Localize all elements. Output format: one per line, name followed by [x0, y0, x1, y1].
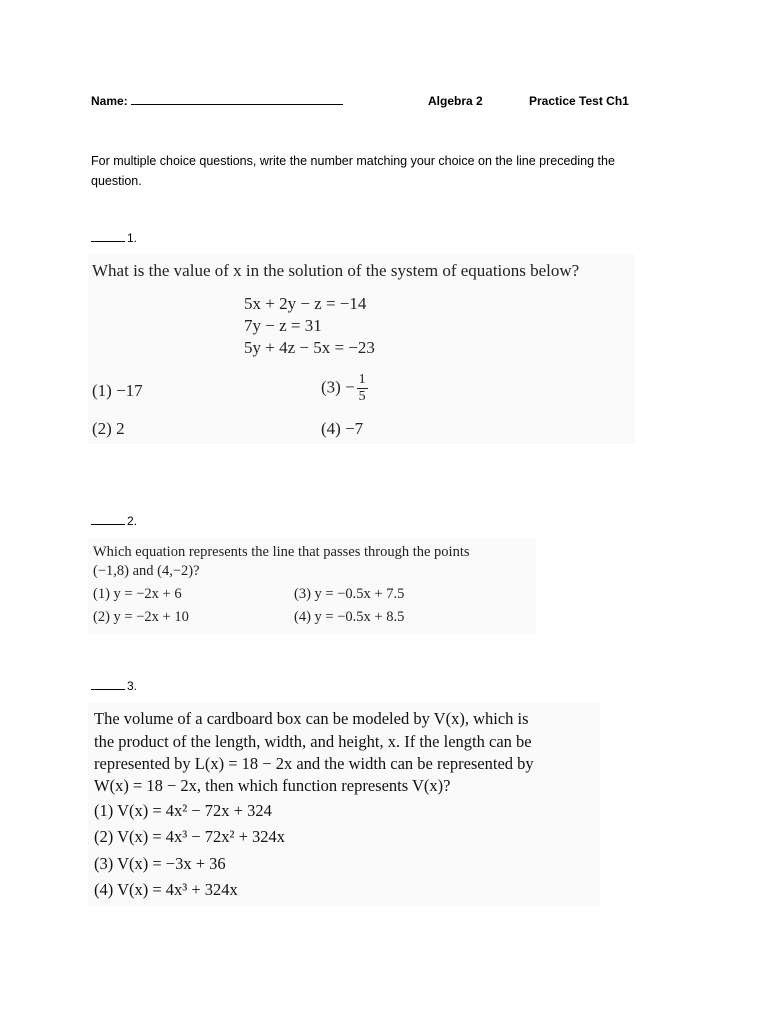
question-1-equation-3: 5y + 4z − 5x = −23	[244, 338, 375, 357]
question-3-number: 3.	[91, 679, 137, 693]
question-3-option-1: (1) V(x) = 4x² − 72x + 324	[94, 801, 272, 820]
answer-blank-1[interactable]	[91, 231, 125, 242]
instructions-line-2: question.	[91, 174, 142, 188]
fraction: $\frac{1}{5}$	[358, 372, 366, 404]
question-3-prompt-line-1: The volume of a cardboard box can be modeled by V(x), which is	[94, 709, 529, 728]
question-3-option-2: (2) V(x) = 4x³ − 72x² + 324x	[94, 827, 286, 846]
instructions-line-1: For multiple choice questions, write the number matching your choice on the line preceding the	[91, 154, 615, 168]
name-label: Name:	[91, 94, 128, 108]
question-3-prompt-line-3: represented by L(x) = 18 − 2x and the width can be represented by	[94, 754, 534, 773]
question-3-option-4: (4) V(x) = 4x³ + 324x	[94, 880, 238, 899]
instructions	[91, 151, 651, 191]
question-3-prompt-line-2: the product of the length, width, and height, x. If the length can be	[94, 732, 532, 751]
question-1-equation-1: 5x + 2y − z = −14	[244, 294, 367, 313]
question-2-block	[88, 538, 536, 634]
question-2-option-3: (3) y = −0.5x + 7.5	[294, 586, 405, 602]
question-1-equation-2: 7y − z = 31	[244, 316, 322, 335]
question-1-number: 1.	[91, 231, 137, 245]
question-1-option-2: (2) 2	[92, 419, 125, 438]
question-1-option-1: (1) −17	[92, 381, 143, 400]
answer-blank-3[interactable]	[91, 679, 125, 690]
question-2-option-2: (2) y = −2x + 10	[93, 609, 189, 625]
question-1-prompt: What is the value of x in the solution of the system of equations below?	[92, 261, 580, 280]
question-1-block	[88, 254, 635, 444]
question-3-block	[88, 703, 600, 906]
question-2-prompt-line-2: (−1,8) and (4,−2)?	[93, 563, 200, 579]
question-2-number: 2.	[91, 514, 137, 528]
question-1-option-4: (4) −7	[321, 419, 364, 438]
question-3-prompt-line-4: W(x) = 18 − 2x, then which function represents V(x)?	[94, 776, 451, 795]
question-2-option-4: (4) y = −0.5x + 8.5	[294, 609, 405, 625]
question-1-option-3: (3) − $\frac{1}{5}$	[321, 372, 366, 404]
question-2-prompt-line-1: Which equation represents the line that passes through the points	[93, 544, 470, 560]
test-title: Practice Test Ch1	[529, 94, 629, 108]
name-field-row	[91, 94, 343, 108]
course-name: Algebra 2	[428, 94, 483, 108]
question-2-option-1: (1) y = −2x + 6	[93, 586, 182, 602]
name-input-line[interactable]	[131, 94, 343, 105]
answer-blank-2[interactable]	[91, 514, 125, 525]
question-3-option-3: (3) V(x) = −3x + 36	[94, 854, 226, 873]
